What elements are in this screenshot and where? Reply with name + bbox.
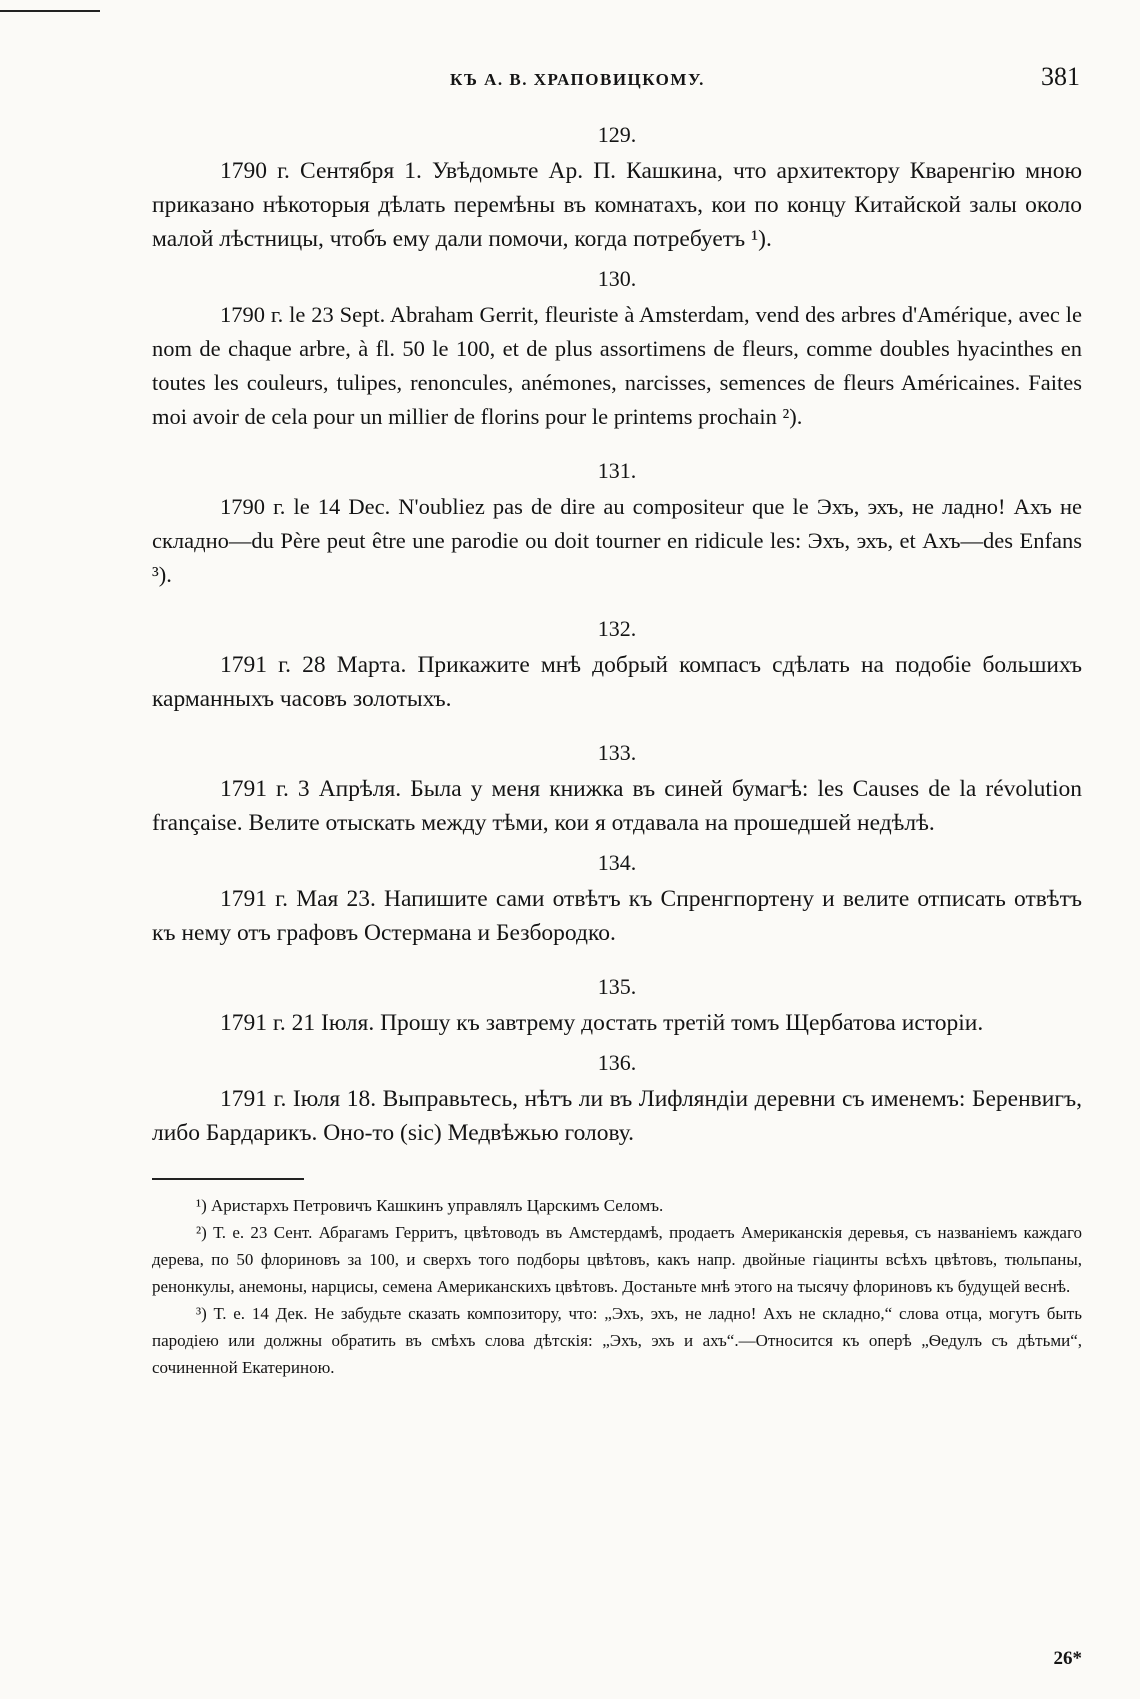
entry-text-135: 1791 г. 21 Іюля. Прошу къ завтрему достать третій томъ Щербатова исторіи. xyxy=(220,1010,984,1036)
footnote-2: ²) Т. е. 23 Сент. Абрагамъ Герритъ, цвѣтоводъ въ Амстердамѣ, продаетъ Американскія деревья, съ названіемъ каждаго дерева, по 50 флориновъ за 100, и сверхъ того подборы цвѣтовъ, какъ напр. двойные гіацинты всѣхъ цвѣтовъ, тюльпаны, ренонкулы, анемоны, нарцисы, семена Американскихъ цвѣтовъ. Достаньте мнѣ этого на тысячу флориновъ къ будущей веснѣ. xyxy=(152,1223,1082,1296)
footnote-1: ¹) Аристархъ Петровичъ Кашкинъ управлялъ Царскимъ Селомъ. xyxy=(196,1196,664,1215)
scan-edge-line xyxy=(0,10,100,12)
entry-number-132: 132. xyxy=(597,616,637,641)
entry-text-129: 1790 г. Сентября 1. Увѣдомьте Ар. П. Кашкина, что архитектору Кваренгію мною приказано нѣкоторыя дѣлать перемѣны въ комнатахъ, кои по концу Китайской залы около малой лѣстницы, чтобъ ему дали помочи, когда потребуетъ ¹). xyxy=(152,158,1082,252)
page-number: 381 xyxy=(1041,62,1080,91)
signature-mark: 26* xyxy=(1053,1648,1082,1669)
entry-text-131: 1790 г. le 14 Dec. N'oubliez pas de dire au compositeur que le Эхъ, эхъ, не ладно! Ахъ не складно—du Père peut être une parodie ou doit tourner en ridicule les: Эхъ, эхъ, et Ахъ—des Enfans ³). xyxy=(152,494,1082,587)
entry-number-129: 129. xyxy=(597,122,637,147)
entry-text-132: 1791 г. 28 Марта. Прикажите мнѣ добрый компасъ сдѣлать на подобіе большихъ карманныхъ часовъ золотыхъ. xyxy=(152,652,1082,712)
entry-text-134: 1791 г. Мая 23. Напишите сами отвѣтъ къ Спренгпортену и велите отписать отвѣтъ къ нему отъ графовъ Остермана и Безбородко. xyxy=(152,886,1082,946)
running-title: КЪ А. В. ХРАПОВИЦКОМУ. xyxy=(450,70,705,89)
entry-number-135: 135. xyxy=(597,974,637,999)
entry-number-134: 134. xyxy=(597,850,637,875)
main-text xyxy=(152,120,1082,1381)
footnote-3: ³) Т. е. 14 Дек. Не забудьте сказать композитору, что: „Эхъ, эхъ, не ладно! Ахъ не складно,“ слова отца, могутъ быть пародіею или должны обратить въ смѣхъ слова дѣтскія: „Эхъ, эхъ и ахъ“.—Относится къ оперѣ „Ѳедулъ съ дѣтьми“, сочиненной Екатериною. xyxy=(152,1304,1082,1377)
footnote-rule xyxy=(152,1178,304,1180)
entry-text-136: 1791 г. Іюля 18. Выправьтесь, нѣтъ ли въ Лифляндіи деревни съ именемъ: Беренвигъ, либо Бардарикъ. Оно-то (sic) Медвѣжью голову. xyxy=(152,1086,1082,1146)
entry-text-133: 1791 г. 3 Апрѣля. Была у меня книжка въ синей бумагѣ: les Causes de la révolution française. Велите отыскать между тѣми, кои я отдавала на прошедшей недѣлѣ. xyxy=(152,776,1082,836)
running-head xyxy=(150,62,1080,102)
entry-number-136: 136. xyxy=(597,1050,637,1075)
entry-text-130: 1790 г. le 23 Sept. Abraham Gerrit, fleuriste à Amsterdam, vend des arbres d'Amérique, avec le nom de chaque arbre, à fl. 50 le 100, et de plus assortimens de fleurs, comme doubles hyacinthes en toutes les couleurs, tulipes, renoncules, anémones, narcisses, semences de fleurs Américaines. Faites moi avoir de cela pour un millier de florins pour le printems prochain ²). xyxy=(152,302,1082,429)
entry-number-133: 133. xyxy=(597,740,637,765)
entry-number-130: 130. xyxy=(597,266,637,291)
entry-number-131: 131. xyxy=(597,458,637,483)
